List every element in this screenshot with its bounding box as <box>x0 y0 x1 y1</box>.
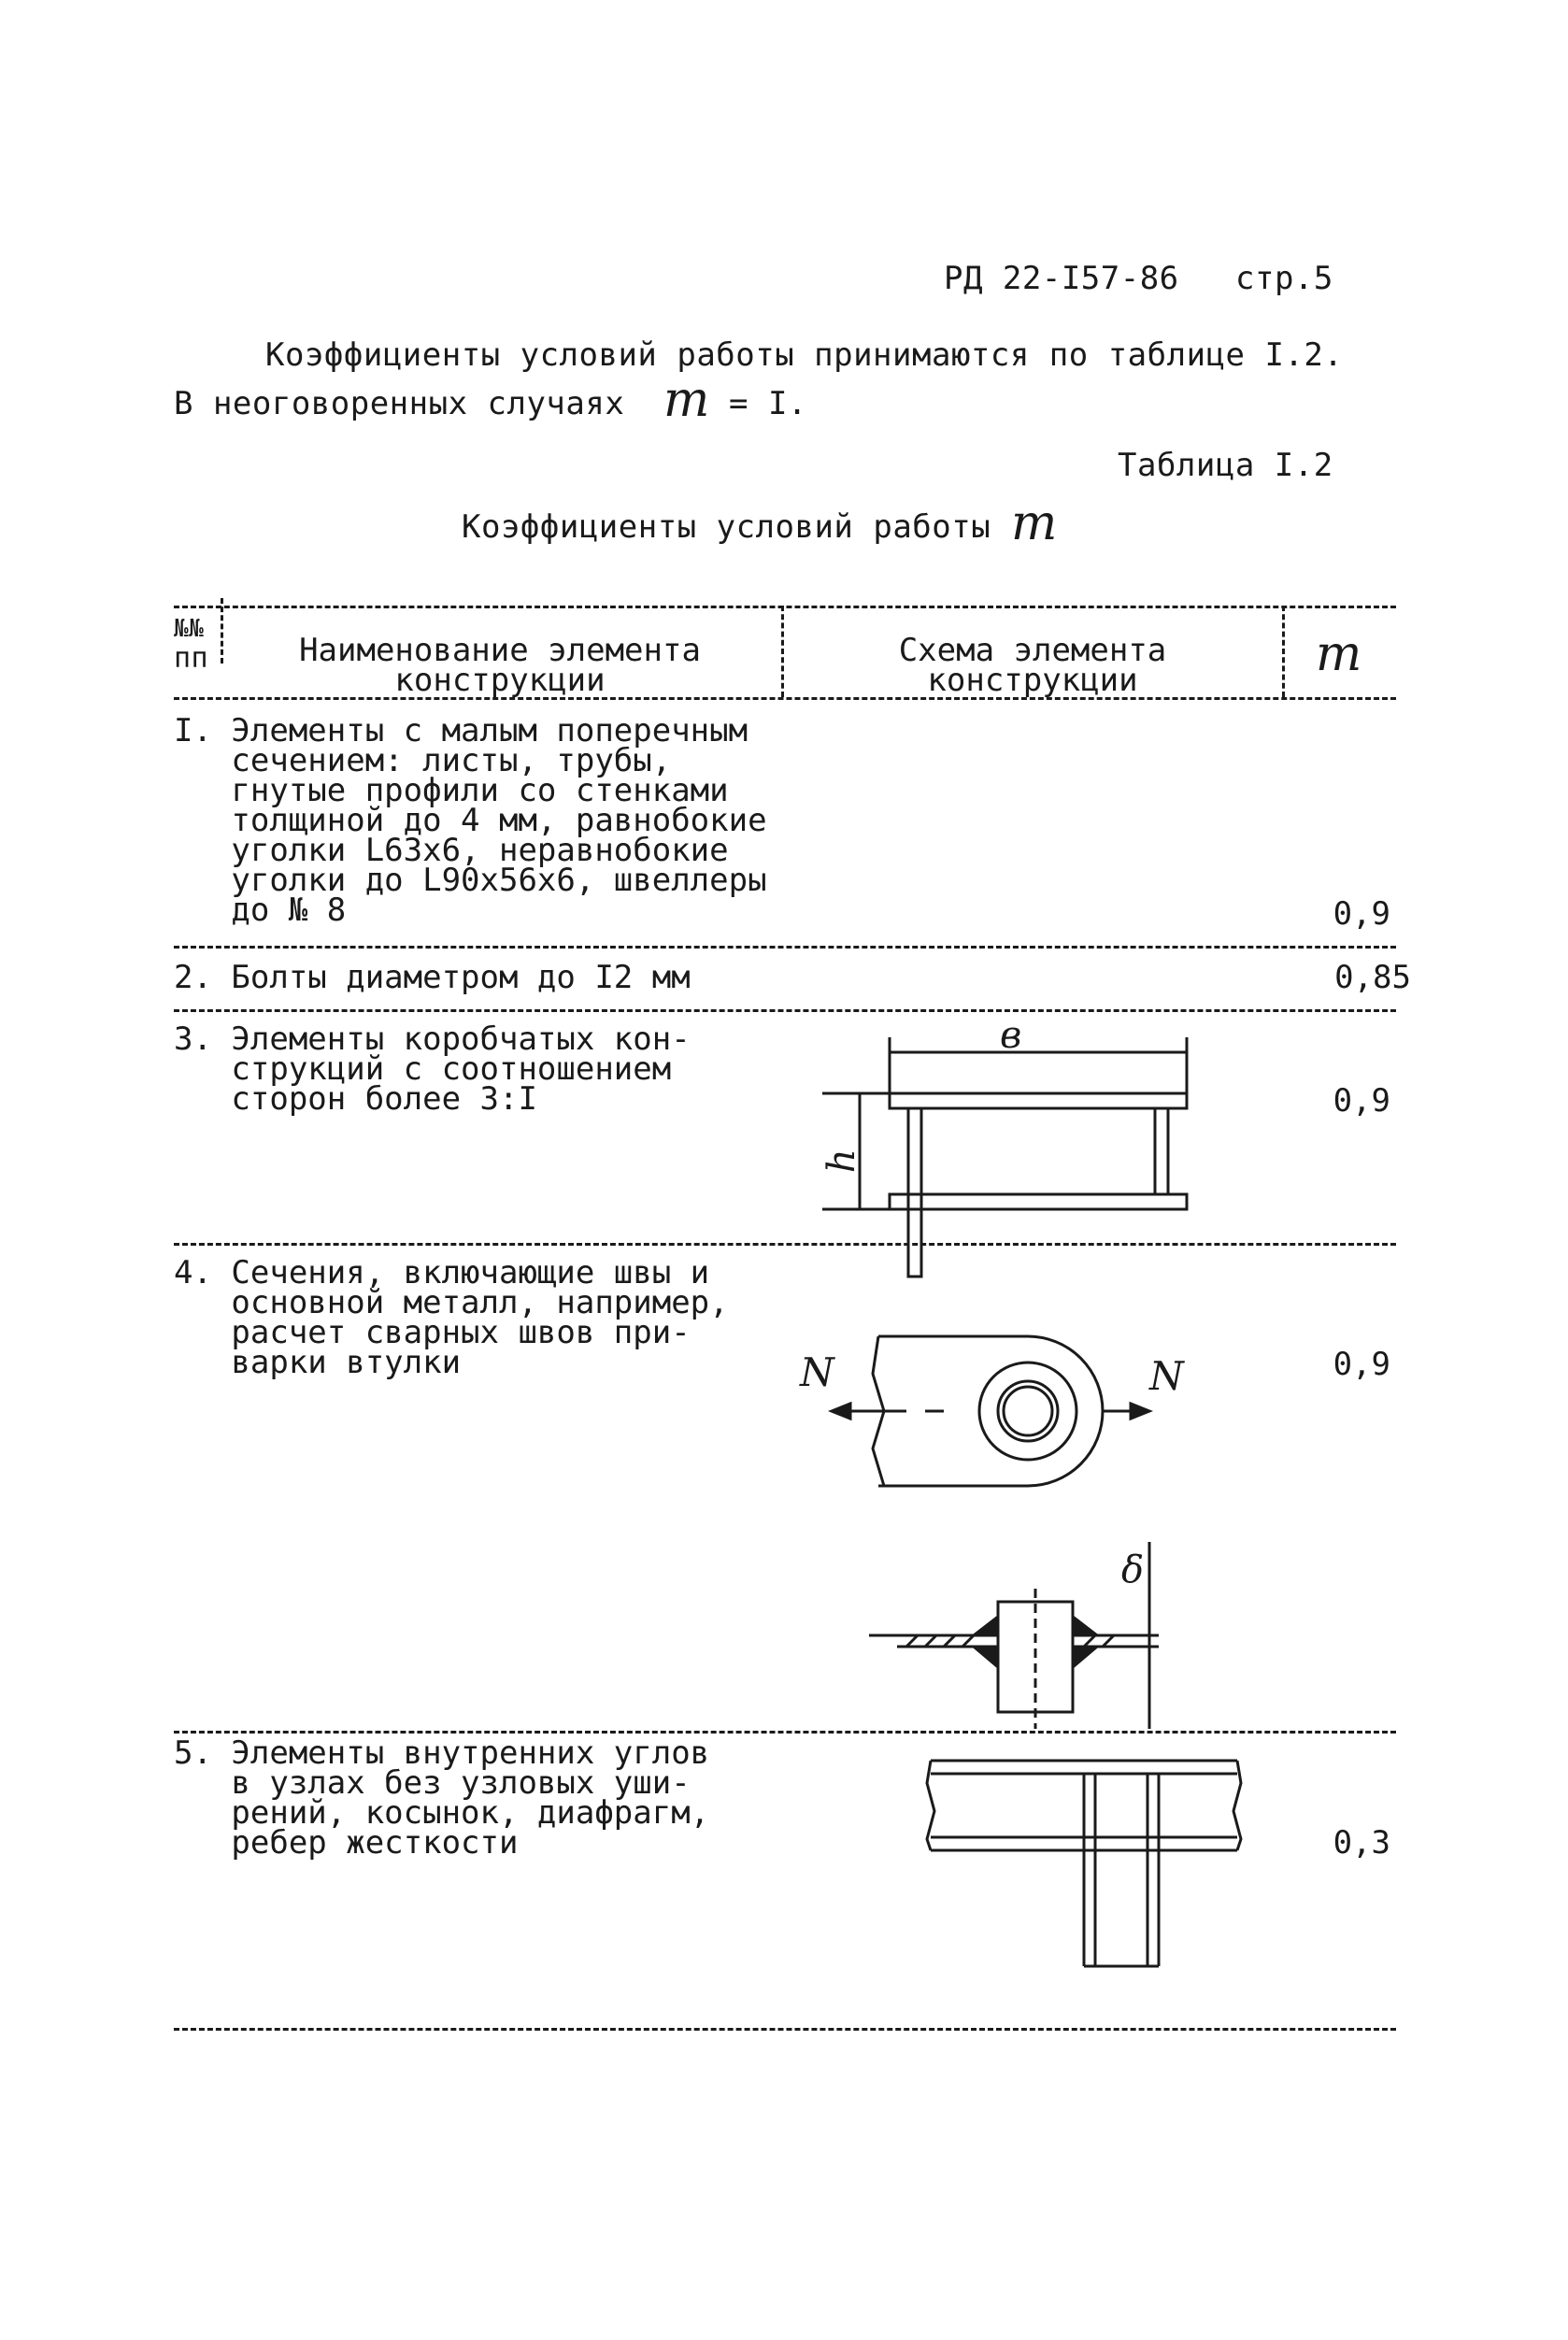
table-title: Коэффициенты условий работы <box>462 508 991 546</box>
col-divider-2 <box>781 606 784 697</box>
row-1-text: I. Элементы с малым поперечным сечением: листы, трубы, гнутые профили со стенками толщиной до 4 мм, равнобокие уголки L63x6, неравнобокие уголки до L90x56x6, швеллеры до № 8 <box>174 712 767 929</box>
scheme-width-label: в <box>1000 1014 1022 1057</box>
intro-line-2-suffix: = I. <box>729 385 807 422</box>
header-name-line-2: конструкции <box>394 662 606 699</box>
table-header-bottom-rule <box>174 697 1396 700</box>
row-3-text: 3. Элементы коробчатых кон- струкций с соотношением сторон более 3:I <box>174 1020 691 1118</box>
intro-line-2-prefix: В неоговоренных случаях <box>174 385 625 422</box>
col-divider-3 <box>1282 606 1285 697</box>
header-num-line-2: пп <box>174 642 209 675</box>
row-5-m-value: 0,3 <box>1333 1824 1390 1862</box>
force-right-label: N <box>1149 1353 1185 1399</box>
thickness-label: δ <box>1121 1548 1145 1591</box>
scheme-height-label: h <box>820 1148 864 1174</box>
page-number: стр.5 <box>1235 260 1333 297</box>
row-2-rule <box>174 1009 1396 1012</box>
row-3-m-value: 0,9 <box>1333 1082 1390 1120</box>
row-1-rule <box>174 946 1396 949</box>
row-4-m-value: 0,9 <box>1333 1346 1390 1383</box>
bushing-plate-plan-scheme <box>804 1318 1177 1505</box>
header-m-symbol: m <box>1316 626 1362 682</box>
frame-joint-scheme <box>925 1755 1252 1970</box>
table-title-symbol: m <box>1011 495 1058 551</box>
row-3-rule <box>174 1243 1396 1246</box>
table-label: Таблица I.2 <box>1118 447 1333 484</box>
row-5-text: 5. Элементы внутренних углов в узлах без узловых уши- рений, косынок, диафрагм, ребер жесткости <box>174 1734 710 1862</box>
table-top-rule <box>174 606 1396 608</box>
intro-symbol-m: m <box>663 372 710 428</box>
row-4-rule <box>174 1731 1396 1734</box>
header-num-line-1: №№ <box>174 615 205 643</box>
header-scheme-line-2: конструкции <box>927 662 1138 699</box>
document-reference: РД 22-I57-86 <box>944 260 1179 297</box>
row-4-text: 4. Сечения, включающие швы и основной металл, например, расчет сварных швов при- варки втулки <box>174 1254 729 1381</box>
intro-line-1: Коэффициенты условий работы принимаются по таблице I.2. <box>265 336 1344 374</box>
row-1-m-value: 0,9 <box>1333 895 1390 933</box>
row-2-text: 2. Болты диаметром до I2 мм <box>174 959 691 996</box>
col-divider-1 <box>221 598 223 663</box>
force-left-label: N <box>800 1349 835 1395</box>
table-bottom-rule <box>174 2028 1396 2031</box>
header-name-line-1: Наименование элемента <box>299 632 701 669</box>
header-scheme-line-1: Схема элемента <box>898 632 1167 669</box>
row-2-m-value: 0,85 <box>1334 959 1411 996</box>
